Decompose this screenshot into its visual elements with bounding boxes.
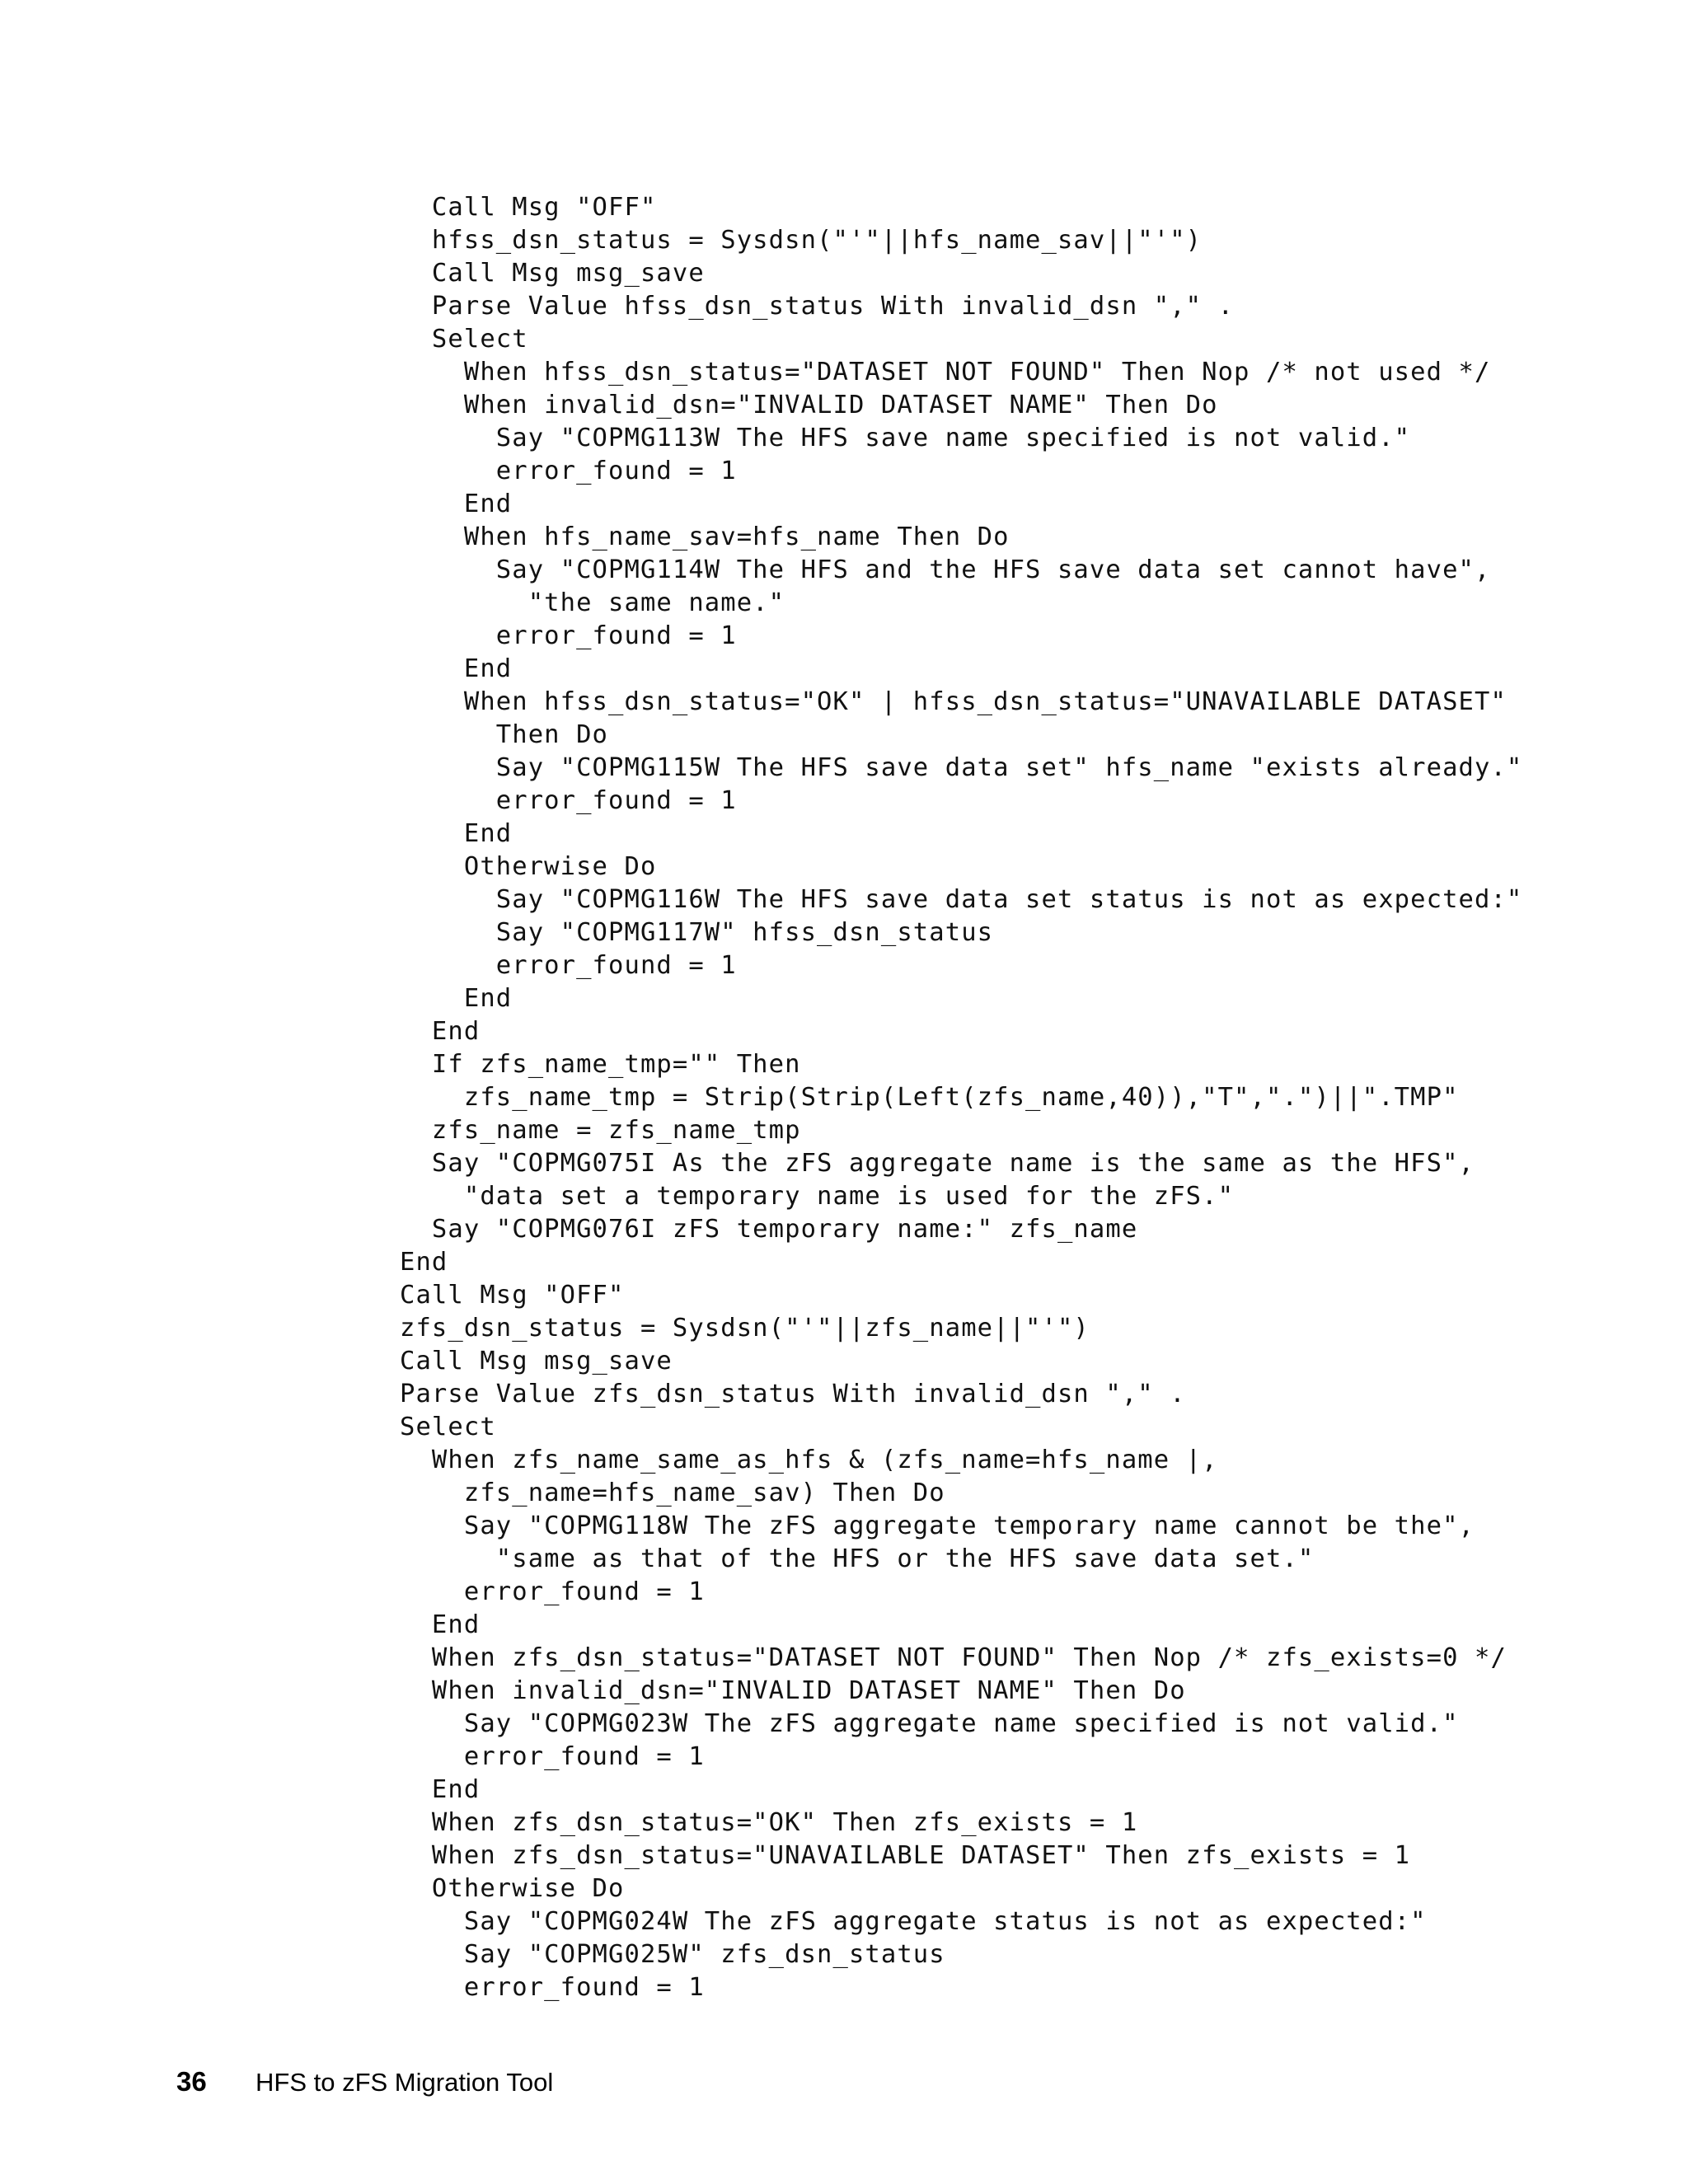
code-line: error_found = 1 [400, 786, 737, 815]
code-line: End [400, 1610, 481, 1639]
code-line: End [400, 1248, 448, 1277]
code-line: error_found = 1 [400, 1742, 705, 1771]
code-line: Say "COPMG024W The zFS aggregate status is not as expected:" [400, 1907, 1427, 1936]
code-line: hfss_dsn_status = Sysdsn("'"||hfs_name_sav||"'") [400, 226, 1203, 255]
code-line: Say "COPMG114W The HFS and the HFS save data set cannot have", [400, 555, 1491, 584]
code-line: Say "COPMG076I zFS temporary name:" zfs_name [400, 1215, 1138, 1244]
code-line: zfs_name = zfs_name_tmp [400, 1116, 801, 1145]
code-line: When zfs_dsn_status="DATASET NOT FOUND" Then Nop /* zfs_exists=0 */ [400, 1643, 1507, 1672]
code-line: Call Msg "OFF" [400, 193, 657, 222]
code-line: error_found = 1 [400, 621, 737, 650]
code-line: zfs_name_tmp = Strip(Strip(Left(zfs_name,40)),"T",".")||".TMP" [400, 1083, 1459, 1112]
code-line: Call Msg "OFF" [400, 1281, 625, 1310]
code-line: End [400, 984, 513, 1013]
code-line: When invalid_dsn="INVALID DATASET NAME" Then Do [400, 1676, 1186, 1705]
code-line: When zfs_dsn_status="OK" Then zfs_exists = 1 [400, 1808, 1138, 1837]
code-line: error_found = 1 [400, 1973, 705, 2002]
code-line: End [400, 819, 513, 848]
footer-title: HFS to zFS Migration Tool [256, 2068, 554, 2097]
code-line: zfs_name=hfs_name_sav) Then Do [400, 1479, 945, 1507]
code-line: Parse Value hfss_dsn_status With invalid_dsn "," . [400, 292, 1235, 321]
code-line: When hfs_name_sav=hfs_name Then Do [400, 523, 1010, 551]
code-line: When zfs_dsn_status="UNAVAILABLE DATASET" Then zfs_exists = 1 [400, 1841, 1411, 1870]
code-line: Say "COPMG115W The HFS save data set" hfs_name "exists already." [400, 753, 1523, 782]
code-line: error_found = 1 [400, 457, 737, 485]
code-line: error_found = 1 [400, 951, 737, 980]
code-line: Select [400, 1413, 496, 1441]
code-line: zfs_dsn_status = Sysdsn("'"||zfs_name||"'") [400, 1314, 1090, 1343]
code-line: When zfs_name_same_as_hfs & (zfs_name=hfs_name |, [400, 1446, 1218, 1474]
code-line: Say "COPMG113W The HFS save name specified is not valid." [400, 424, 1411, 452]
code-line: Call Msg msg_save [400, 1347, 673, 1376]
code-line: End [400, 654, 513, 683]
code-line: "data set a temporary name is used for the zFS." [400, 1182, 1235, 1211]
code-line: When hfss_dsn_status="DATASET NOT FOUND" Then Nop /* not used */ [400, 358, 1491, 387]
code-line: Select [400, 325, 528, 354]
code-line: Then Do [400, 720, 609, 749]
code-line: "same as that of the HFS or the HFS save data set." [400, 1544, 1315, 1573]
code-line: Say "COPMG023W The zFS aggregate name specified is not valid." [400, 1709, 1459, 1738]
code-listing [400, 191, 1522, 2004]
code-line: Otherwise Do [400, 852, 657, 881]
code-line: Call Msg msg_save [400, 259, 705, 288]
code-line: Say "COPMG025W" zfs_dsn_status [400, 1940, 945, 1969]
code-line: error_found = 1 [400, 1577, 705, 1606]
code-line: When invalid_dsn="INVALID DATASET NAME" Then Do [400, 391, 1218, 419]
code-line: When hfss_dsn_status="OK" | hfss_dsn_status="UNAVAILABLE DATASET" [400, 687, 1507, 716]
code-line: Say "COPMG075I As the zFS aggregate name is the same as the HFS", [400, 1149, 1475, 1178]
page-number: 36 [176, 2066, 207, 2097]
code-line: Otherwise Do [400, 1874, 625, 1903]
code-line: If zfs_name_tmp="" Then [400, 1050, 801, 1079]
code-line: End [400, 1775, 481, 1804]
page-footer [176, 2065, 553, 2098]
code-line: Say "COPMG117W" hfss_dsn_status [400, 918, 994, 947]
code-line: End [400, 490, 513, 518]
code-line: Say "COPMG116W The HFS save data set status is not as expected:" [400, 885, 1523, 914]
code-line: End [400, 1017, 481, 1046]
code-line: Parse Value zfs_dsn_status With invalid_dsn "," . [400, 1380, 1186, 1408]
code-line: Say "COPMG118W The zFS aggregate temporary name cannot be the", [400, 1511, 1475, 1540]
code-line: "the same name." [400, 588, 785, 617]
